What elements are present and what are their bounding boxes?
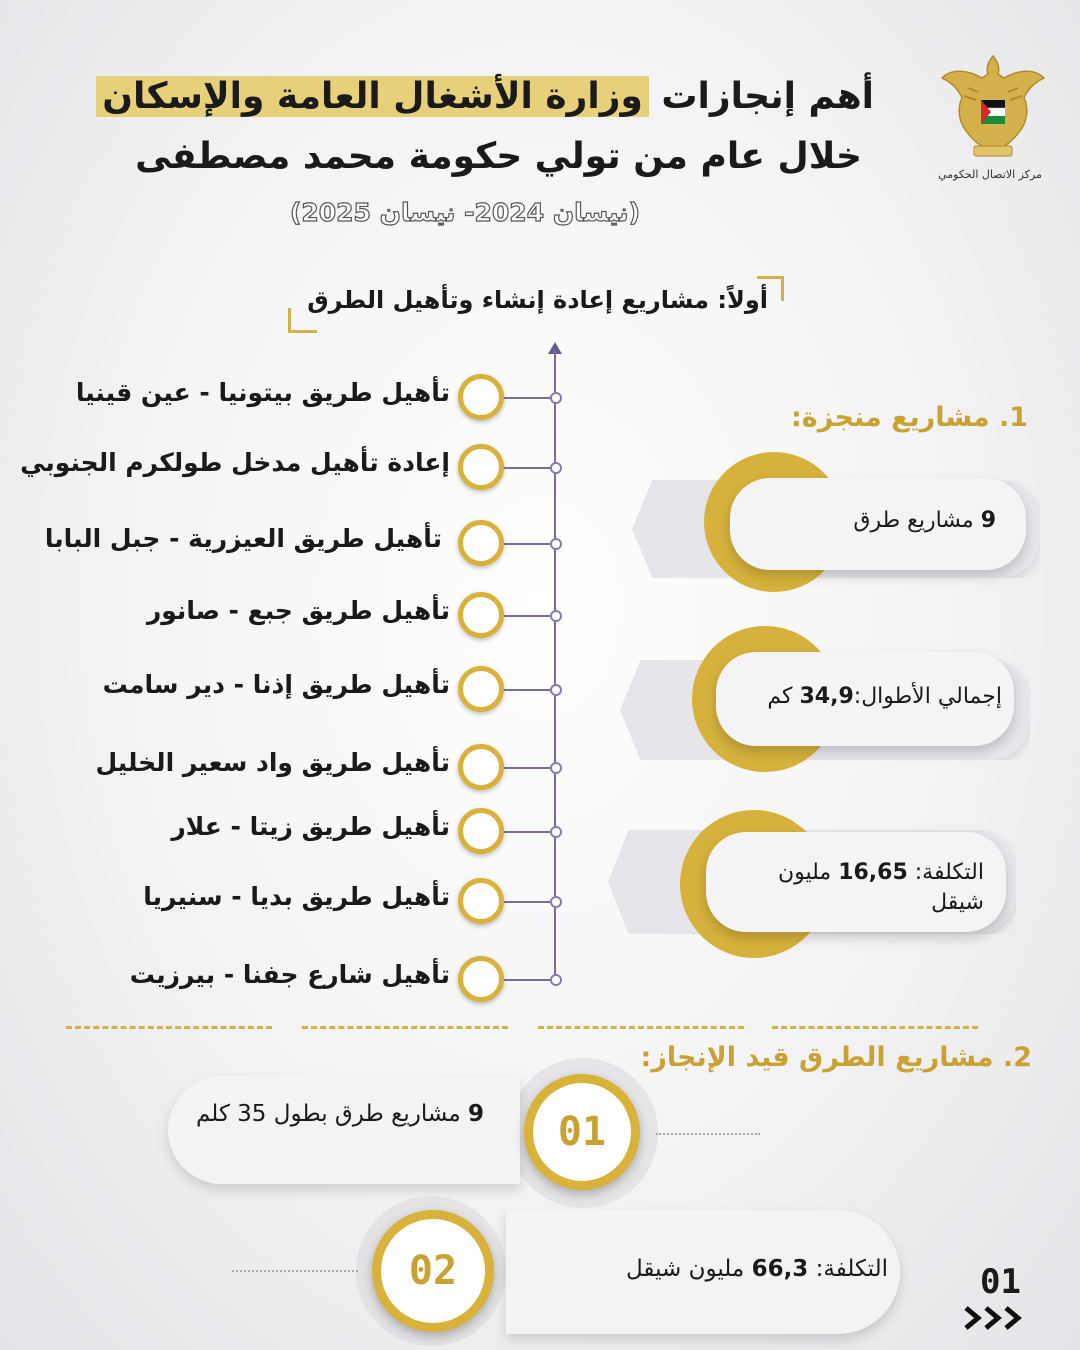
timeline-item: تأهيل طريق بيتونيا - عين قينيا	[75, 378, 450, 407]
timeline-bullet	[458, 956, 504, 1002]
divider	[772, 1026, 978, 1029]
timeline-node	[550, 974, 562, 986]
timeline-item: تأهيل طريق بديا - سنيريا	[143, 882, 450, 911]
timeline-connector	[504, 767, 554, 769]
completed-roads-text	[853, 508, 996, 533]
completed-heading: 1. مشاريع منجزة:	[790, 402, 1028, 433]
timeline-connector	[504, 467, 554, 469]
title-highlight: وزارة الأشغال العامة والإسكان	[96, 76, 649, 117]
timeline-bullet	[458, 878, 504, 924]
timeline-node	[550, 896, 562, 908]
title-prefix: أهم إنجازات	[661, 76, 874, 117]
timeline-bullet	[458, 592, 504, 638]
timeline-connector	[504, 979, 554, 981]
page-title-line2: خلال عام من تولي حكومة محمد مصطفى	[135, 136, 862, 177]
page-subtitle: (نيسان 2024- نيسان 2025)	[289, 198, 640, 227]
timeline-connector	[504, 397, 554, 399]
timeline-bullet	[458, 744, 504, 790]
in-progress-roads-count: 9	[467, 1101, 484, 1127]
timeline-node	[550, 610, 562, 622]
in-progress-cost-label: التكلفة:	[808, 1256, 888, 1282]
timeline-connector	[504, 615, 554, 617]
timeline-connector	[504, 689, 554, 691]
in-progress-card-roads	[168, 1076, 520, 1184]
triple-chevron-right-icon[interactable]	[962, 1302, 1030, 1338]
divider	[66, 1026, 272, 1029]
timeline-item: تأهيل طريق العيزرية - جبل البابا	[44, 524, 442, 553]
completed-cost-label: التكلفة:	[907, 860, 984, 885]
timeline-node	[550, 762, 562, 774]
completed-length-unit: كم	[767, 684, 800, 709]
step-number-01: 01	[524, 1074, 640, 1190]
in-progress-cost-unit: مليون شيقل	[626, 1256, 752, 1282]
page-number: 01	[980, 1262, 1021, 1302]
divider	[302, 1026, 508, 1029]
completed-roads-label: مشاريع طرق	[853, 508, 981, 533]
in-progress-cost-value: 66,3	[751, 1256, 809, 1282]
timeline-item: تأهيل شارع جفنا - بيرزيت	[129, 960, 450, 989]
timeline-bullet	[458, 520, 504, 566]
logo-caption: مركز الاتصال الحكومي	[938, 168, 1042, 181]
completed-cost-value: 16,65	[838, 860, 908, 885]
timeline-node	[550, 392, 562, 404]
in-progress-cost-text	[626, 1256, 888, 1282]
timeline-bullet	[458, 374, 504, 420]
completed-cost-text	[724, 858, 984, 918]
in-progress-heading: 2. مشاريع الطرق قيد الإنجاز:	[640, 1042, 1032, 1073]
timeline-item: تأهيل طريق واد سعير الخليل	[95, 748, 450, 777]
connector-line	[232, 1270, 358, 1272]
completed-roads-count: 9	[980, 508, 996, 533]
timeline-bullet	[458, 808, 504, 854]
completed-length-value: 34,9	[799, 684, 854, 709]
in-progress-roads-label: مشاريع طرق بطول 35 كلم	[195, 1101, 468, 1127]
page-title	[96, 76, 874, 117]
timeline-bullet	[458, 666, 504, 712]
palestine-eagle-emblem-icon	[938, 48, 1048, 188]
completed-length-label: إجمالي الأطوال:	[853, 684, 1002, 709]
timeline-node	[550, 826, 562, 838]
divider	[538, 1026, 744, 1029]
timeline-connector	[504, 831, 554, 833]
timeline-line	[554, 350, 556, 982]
timeline-item: تأهيل طريق جبع - صانور	[146, 596, 450, 625]
timeline-node	[550, 538, 562, 550]
timeline-node	[550, 684, 562, 696]
timeline-connector	[504, 901, 554, 903]
completed-length-text	[767, 684, 1002, 709]
timeline-connector	[504, 543, 554, 545]
section-title: أولاً: مشاريع إعادة إنشاء وتأهيل الطرق	[307, 286, 768, 314]
in-progress-roads-text	[184, 1098, 484, 1130]
timeline-item: تأهيل طريق إذنا - دير سامت	[102, 670, 450, 699]
connector-line	[656, 1133, 760, 1135]
timeline-bullet	[458, 444, 504, 490]
step-number-02: 02	[372, 1210, 494, 1332]
completed-cost-unit: مليون شيقل	[777, 860, 984, 915]
timeline-item: تأهيل طريق زيتا - علار	[171, 812, 450, 841]
timeline-item: إعادة تأهيل مدخل طولكرم الجنوبي	[20, 448, 450, 477]
timeline-node	[550, 462, 562, 474]
